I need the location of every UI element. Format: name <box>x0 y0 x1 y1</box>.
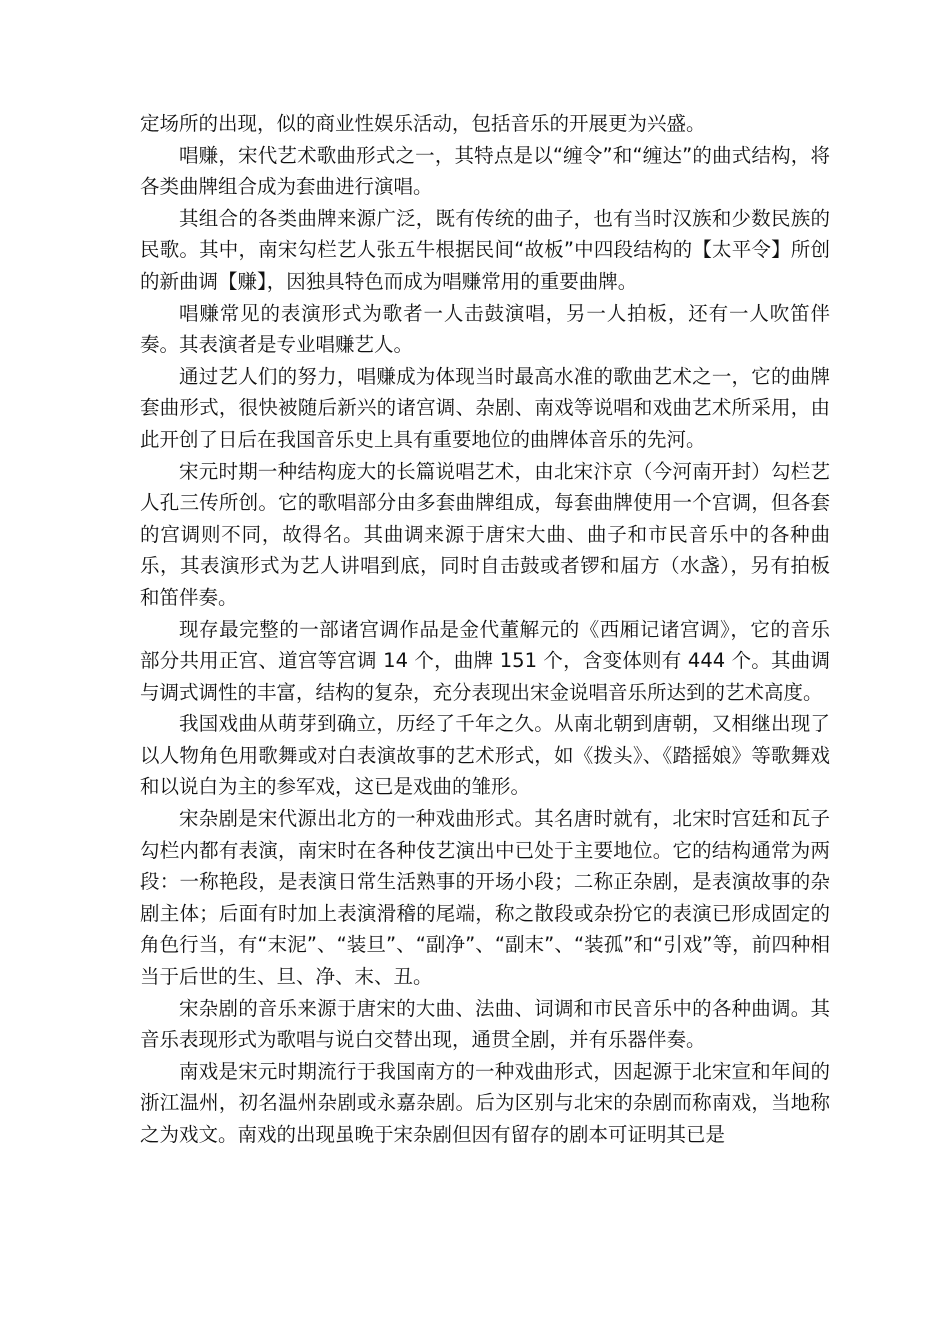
paragraph-nanxi: 南戏是宋元时期流行于我国南方的一种戏曲形式，因起源于北宋宣和年间的浙江温州，初名温州杂剧或永嘉杂剧。后为区别与北宋的杂剧而称南戏，当地称之为戏文。南戏的出现虽晚于宋杂剧但因有留存的剧本可证明其已是 <box>140 1059 830 1146</box>
paragraph-performance-form: 唱赚常见的表演形式为歌者一人击鼓演唱，另一人拍板，还有一人吹笛伴奏。其表演者是专业唱赚艺人。 <box>140 301 830 357</box>
paragraph-changzhuan-intro: 唱赚，宋代艺术歌曲形式之一，其特点是以“缠令”和“缠达”的曲式结构，将各类曲牌组合成为套曲进行演唱。 <box>140 143 830 199</box>
paragraph-qupai-sources: 其组合的各类曲牌来源广泛，既有传统的曲子，也有当时汉族和少数民族的民歌。其中，南宋勾栏艺人张五牛根据民间“故板”中四段结构的【太平令】所创的新曲调【赚】，因独具特色而成为唱赚常用的重要曲牌。 <box>140 206 830 293</box>
paragraph-zhugongdiao: 宋元时期一种结构庞大的长篇说唱艺术，由北宋汴京（今河南开封）勾栏艺人孔三传所创。它的歌唱部分由多套曲牌组成，每套曲牌使用一个宫调，但各套的宫调则不同，故得名。其曲调来源于唐宋大曲、曲子和市民音乐中的各种曲乐，其表演形式为艺人讲唱到底，同时自击鼓或者锣和届方（水盏），另有拍板和笛伴奏。 <box>140 459 830 609</box>
paragraph-continued: 定场所的出现，似的商业性娱乐活动，包括音乐的开展更为兴盛。 <box>140 112 706 135</box>
paragraph-opera-origins: 我国戏曲从萌芽到确立，历经了千年之久。从南北朝到唐朝，又相继出现了以人物角色用歌舞或对白表演故事的艺术形式，如《拨头》、《踏摇娘》等歌舞戏和以说白为主的参军戏，这已是戏曲的雏形。 <box>140 712 830 799</box>
paragraph-song-zaju: 宋杂剧是宋代源出北方的一种戏曲形式。其名唐时就有，北宋时宫廷和瓦子勾栏内都有表演，南宋时在各种伎艺演出中已处于主要地位。它的结构通常为两段：一称艳段，是表演日常生活熟事的开场小段；二称正杂剧，是表演故事的杂剧主体；后面有时加上表演滑稽的尾端，称之散段或杂扮它的表演已形成固定的角色行当，有“末泥”、“装旦”、“副净”、“副末”、“装孤”和“引戏”等，前四种相当于后世的生、旦、净、末、丑。 <box>140 807 830 989</box>
paragraph-zaju-music: 宋杂剧的音乐来源于唐宋的大曲、法曲、词调和市民音乐中的各种曲调。其音乐表现形式为歌唱与说白交替出现，通贯全剧，并有乐器伴奏。 <box>140 996 830 1052</box>
paragraph-artist-efforts: 通过艺人们的努力，唱赚成为体现当时最高水准的歌曲艺术之一，它的曲牌套曲形式，很快被随后新兴的诸宫调、杂剧、南戏等说唱和戏曲艺术所采用，由此开创了日后在我国音乐史上具有重要地位的曲牌体音乐的先河。 <box>140 364 830 451</box>
paragraph-xixiangji: 现存最完整的一部诸宫调作品是金代董解元的《西厢记诸宫调》，它的音乐部分共用正宫、道宫等宫调 14 个，曲牌 151 个，含变体则有 444 个。其曲调与调式调性的丰富，结构的复杂，充分表现出宋金说唱音乐所达到的艺术高度。 <box>140 617 830 704</box>
document-body <box>140 108 830 1151</box>
